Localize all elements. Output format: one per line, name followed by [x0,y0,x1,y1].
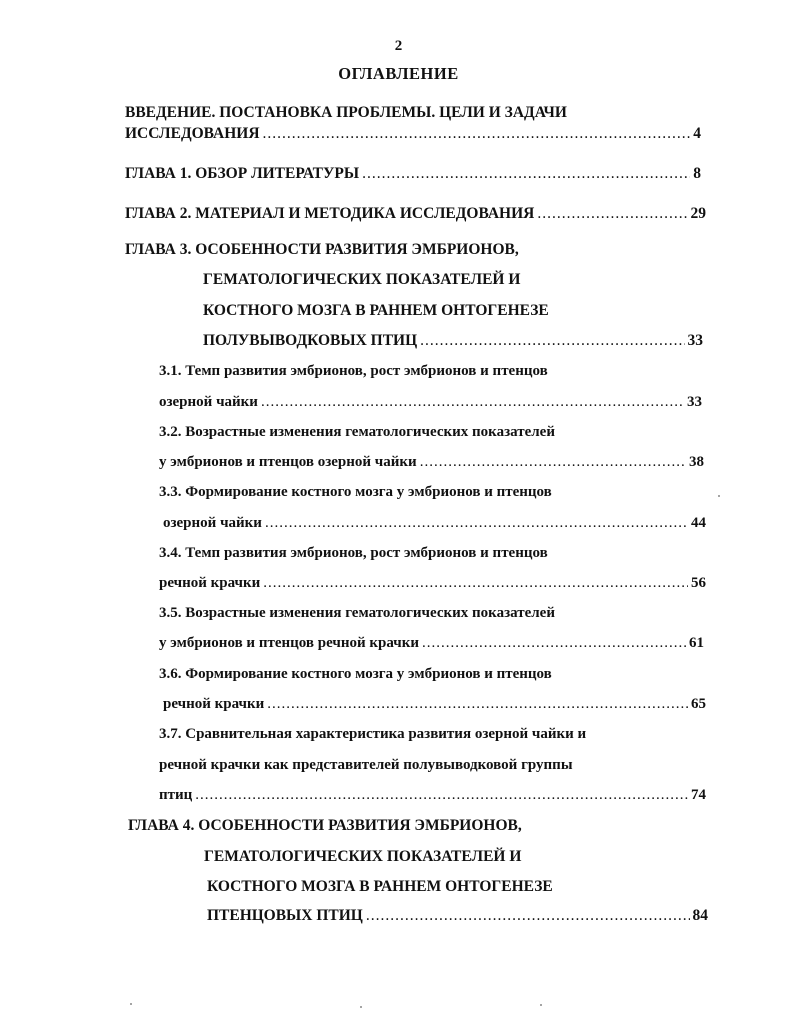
toc-entry-text: ПОЛУВЫВОДКОВЫХ ПТИЦ [203,332,418,349]
toc-entry-text: ГЛАВА 4. ОСОБЕННОСТИ РАЗВИТИЯ ЭМБРИОНОВ, [128,817,522,834]
leader-dots [265,513,688,533]
toc-entry-text: у эмбрионов и птенцов озерной чайки [159,454,417,470]
leader-dots [195,785,688,805]
toc-entry-text: 3.5. Возрастные изменения гематологических показателей [159,605,555,621]
toc-line [159,724,586,744]
toc-entry-text: ГЕМАТОЛОГИЧЕСКИХ ПОКАЗАТЕЛЕЙ И [204,848,522,865]
toc-line [125,124,701,144]
toc-entry-text: КОСТНОГО МОЗГА В РАННЕМ ОНТОГЕНЕЗЕ [207,878,553,895]
toc-line [159,603,555,623]
scan-speck [718,495,720,497]
toc-line [204,847,521,867]
toc-page-number: 44 [691,515,706,531]
toc-line [159,452,704,472]
toc-page-number: 56 [691,575,706,591]
toc-line [128,816,522,836]
scan-speck [540,1004,542,1006]
toc-entry-text: 3.7. Сравнительная характеристика развития озерной чайки и [159,726,587,742]
toc-line [125,240,519,260]
toc-line [159,392,702,412]
toc-page-number: 65 [691,696,706,712]
toc-page-number: 8 [693,165,701,182]
toc-entry-text: 3.6. Формирование костного мозга у эмбрионов и птенцов [159,666,552,682]
leader-dots [366,906,690,926]
leader-dots [261,392,684,412]
leader-dots [537,204,687,224]
toc-line [207,906,708,926]
toc-entry-text: озерной чайки [159,394,258,410]
leader-dots [362,164,690,184]
toc-entry-text: ГЛАВА 2. МАТЕРИАЛ И МЕТОДИКА ИССЛЕДОВАНИЯ [125,205,535,222]
leader-dots [263,124,691,144]
toc-entry-text: птиц [159,787,193,803]
toc-entry-text: у эмбрионов и птенцов речной крачки [159,635,419,651]
toc-line [159,422,555,442]
page-title: ОГЛАВЛЕНИЕ [338,64,459,83]
toc-entry-text: 3.4. Темп развития эмбрионов, рост эмбрионов и птенцов [159,545,548,561]
toc-line [159,482,552,502]
toc-entry-text: ИССЛЕДОВАНИЯ [125,125,260,142]
toc-line [125,103,567,123]
toc-page-number: 29 [690,205,706,222]
toc-page-number: 84 [692,907,708,924]
toc-line [125,204,706,224]
toc-entry-text: ГЕМАТОЛОГИЧЕСКИХ ПОКАЗАТЕЛЕЙ И [203,271,521,288]
toc-entry-text: ГЛАВА 3. ОСОБЕННОСТИ РАЗВИТИЯ ЭМБРИОНОВ, [125,241,519,258]
toc-entry-text: ПТЕНЦОВЫХ ПТИЦ [207,907,363,924]
toc-line [163,513,706,533]
toc-line [159,361,548,381]
toc-line [159,785,706,805]
toc-entry-text: речной крачки [163,696,265,712]
page-number: 2 [394,38,403,54]
scan-speck [130,1003,132,1005]
toc-line [159,755,573,775]
leader-dots [420,452,686,472]
toc-line [159,633,704,653]
toc-line [159,573,706,593]
toc-page-number: 74 [691,787,706,803]
toc-line [207,877,553,897]
toc-line [159,543,548,563]
scan-speck [360,1006,362,1008]
toc-page-number: 33 [687,394,702,410]
toc-line [163,694,706,714]
toc-entry-text: 3.2. Возрастные изменения гематологических показателей [159,424,555,440]
toc-page-number: 61 [689,635,704,651]
toc-entry-text: речной крачки [159,575,261,591]
toc-page-number: 33 [687,332,703,349]
toc-line [159,664,552,684]
leader-dots [420,331,684,351]
toc-entry-text: 3.3. Формирование костного мозга у эмбрионов и птенцов [159,484,552,500]
toc-page-number: 38 [689,454,704,470]
toc-line [125,164,701,184]
toc-page-number: 4 [693,125,701,142]
leader-dots [267,694,688,714]
leader-dots [263,573,688,593]
toc-entry-text: ГЛАВА 1. ОБЗОР ЛИТЕРАТУРЫ [125,165,360,182]
toc-entry-text: речной крачки как представителей полувыводковой группы [159,757,573,773]
leader-dots [422,633,686,653]
toc-entry-text: ВВЕДЕНИЕ. ПОСТАНОВКА ПРОБЛЕМЫ. ЦЕЛИ И ЗАДАЧИ [125,104,567,121]
toc-line [203,301,549,321]
toc-line [203,331,703,351]
toc-line [203,270,520,290]
toc-entry-text: озерной чайки [163,515,262,531]
toc-entry-text: КОСТНОГО МОЗГА В РАННЕМ ОНТОГЕНЕЗЕ [203,302,549,319]
toc-entry-text: 3.1. Темп развития эмбрионов, рост эмбрионов и птенцов [159,363,548,379]
